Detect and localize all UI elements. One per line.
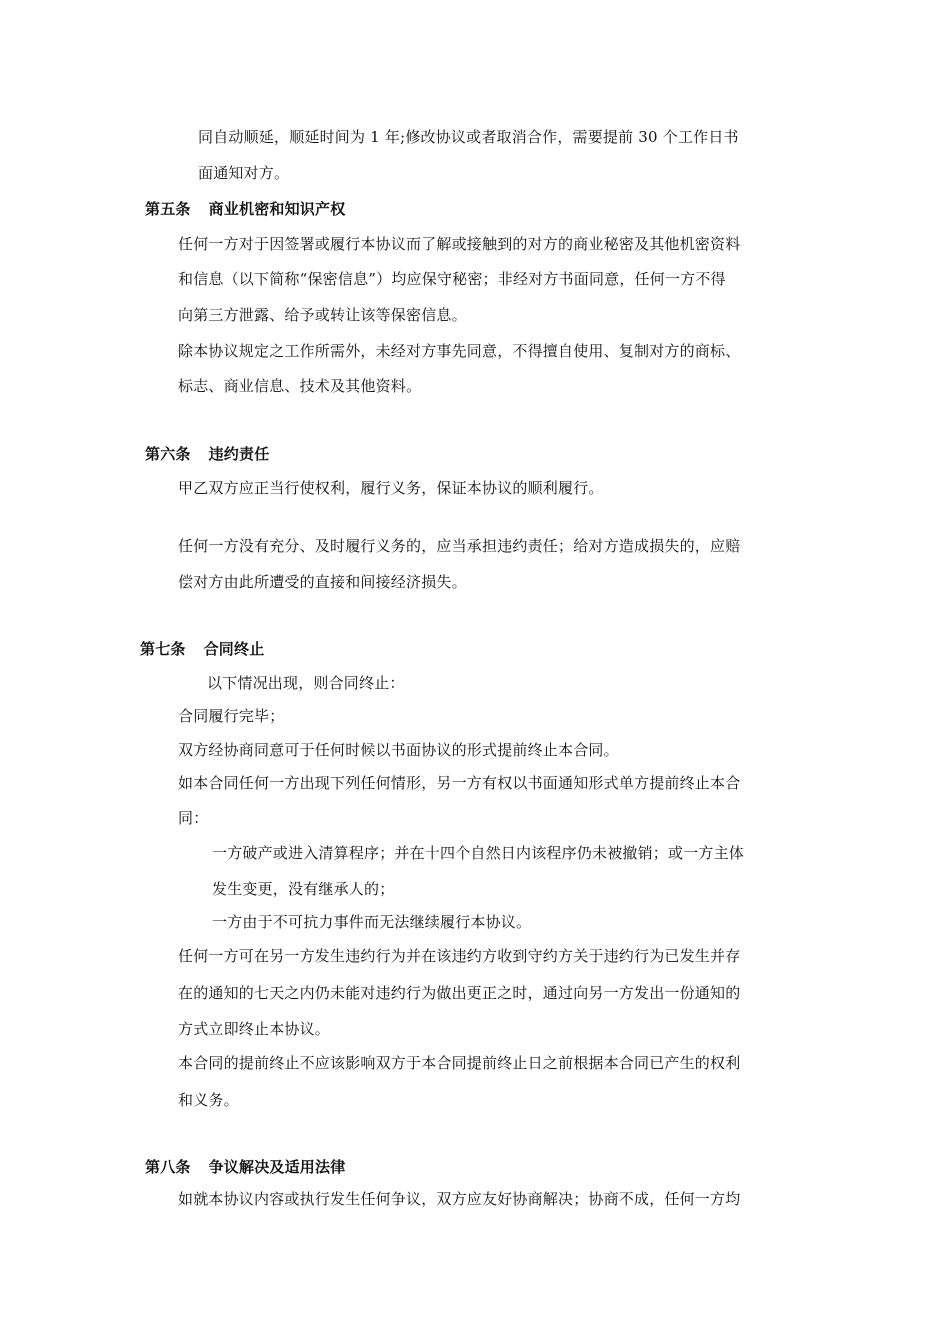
article-title: 合同终止 [203, 640, 265, 658]
art5-heading [145, 199, 345, 219]
art5-text-line: 任何一方对于因签署或履行本协议而了解或接触到的对方的商业秘密及其他机密资料 [178, 235, 741, 253]
art7-text-line: 任何一方可在另一方发生违约行为并在该违约方收到守约方关于违约行为已发生并存 [178, 947, 741, 965]
art7-text-line: 在的通知的七天之内仍未能对违约行为做出更正之时，通过向另一方发出一份通知的 [178, 984, 741, 1002]
article-number: 第六条 [145, 445, 191, 463]
art7-text-line: 方式立即终止本协议。 [178, 1020, 331, 1038]
article-number: 第五条 [145, 200, 191, 218]
art5-text-line: 标志、商业信息、技术及其他资料。 [178, 377, 422, 395]
art4-text-line: 同自动顺延，顺延时间为 1 年;修改协议或者取消合作，需要提前 30 个工作日书 [198, 128, 739, 146]
art7-text-line: 本合同的提前终止不应该影响双方于本合同提前终止日之前根据本合同已产生的权利 [178, 1054, 741, 1072]
art7-text-line: 如本合同任何一方出现下列任何情形，另一方有权以书面通知形式单方提前终止本合 [178, 774, 741, 792]
art5-text-line: 向第三方泄露、给予或转让该等保密信息。 [178, 306, 467, 324]
art6-heading [145, 444, 269, 464]
art7-text-line: 一方由于不可抗力事件而无法继续履行本协议。 [212, 913, 532, 931]
art5-text-line: 除本协议规定之工作所需外，未经对方事先同意，不得擅自使用、复制对方的商标、 [178, 342, 741, 360]
art8-text-line: 如就本协议内容或执行发生任何争议，双方应友好协商解决；协商不成，任何一方均 [178, 1190, 741, 1208]
art5-text-line: 和信息（以下简称“保密信息”）均应保守秘密；非经对方书面同意，任何一方不得 [178, 270, 726, 288]
art7-text-line: 一方破产或进入清算程序；并在十四个自然日内该程序仍未被撤销；或一方主体 [212, 844, 745, 862]
article-number: 第七条 [140, 640, 186, 658]
art6-text-line: 偿对方由此所遭受的直接和间接经济损失。 [178, 573, 467, 591]
article-title: 商业机密和知识产权 [208, 200, 346, 218]
art8-heading [145, 1157, 345, 1177]
art6-text-line: 甲乙双方应正当行使权利，履行义务，保证本协议的顺利履行。 [178, 479, 604, 497]
article-number: 第八条 [145, 1158, 191, 1176]
art7-text-line: 和义务。 [178, 1091, 239, 1109]
art7-text-line: 合同履行完毕； [178, 707, 285, 725]
art6-text-line: 任何一方没有充分、及时履行义务的，应当承担违约责任；给对方造成损失的，应赔 [178, 537, 741, 555]
art7-text-line: 以下情况出现，则合同终止： [207, 674, 405, 692]
art4-text-line: 面通知对方。 [198, 164, 290, 182]
art7-text-line: 同： [178, 809, 209, 827]
art7-text-line: 双方经协商同意可于任何时候以书面协议的形式提前终止本合同。 [178, 741, 619, 759]
art7-heading [140, 639, 264, 659]
article-title: 争议解决及适用法律 [208, 1158, 346, 1176]
art7-text-line: 发生变更，没有继承人的； [212, 880, 395, 898]
article-title: 违约责任 [208, 445, 270, 463]
